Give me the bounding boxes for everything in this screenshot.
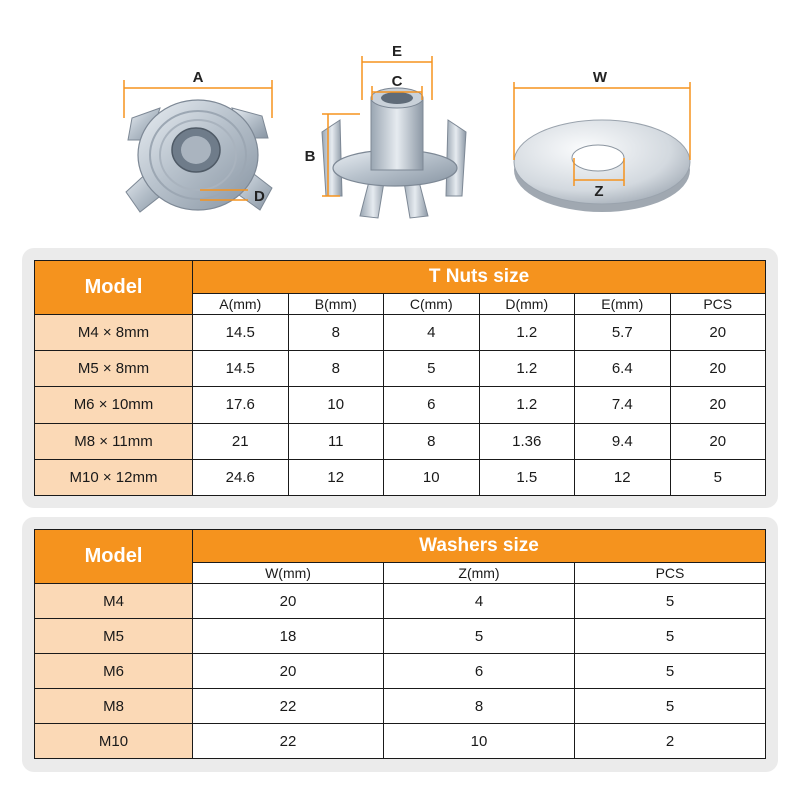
product-figures [0, 0, 800, 250]
tnuts-value-cell: 10 [384, 459, 480, 495]
dimension-d-label: D [254, 188, 265, 205]
tnuts-value-cell: 6 [384, 387, 480, 423]
washers-value-cell: 20 [193, 584, 384, 619]
tnuts-value-cell: 24.6 [193, 459, 289, 495]
washers-col-header: PCS [575, 563, 766, 584]
washers-value-cell: 22 [193, 724, 384, 759]
washer-hole [572, 145, 624, 171]
tnuts-model-cell: M8 × 11mm [35, 423, 193, 459]
washers-value-cell: 5 [575, 619, 766, 654]
tnuts-col-header: PCS [670, 294, 766, 315]
washers-value-cell: 6 [384, 654, 575, 689]
washers-value-cell: 5 [575, 654, 766, 689]
washers-panel [22, 517, 778, 772]
tnuts-col-header: C(mm) [384, 294, 480, 315]
tnuts-value-cell: 1.5 [479, 459, 575, 495]
tnuts-value-cell: 5.7 [575, 315, 671, 351]
washers-value-cell: 5 [575, 584, 766, 619]
tnuts-value-cell: 17.6 [193, 387, 289, 423]
tnuts-col-header: D(mm) [479, 294, 575, 315]
table-row [35, 387, 766, 423]
washers-value-cell: 8 [384, 689, 575, 724]
tnuts-value-cell: 8 [288, 315, 384, 351]
tnuts-value-cell: 10 [288, 387, 384, 423]
washers-size-header: Washers size [193, 530, 766, 563]
tnut-side-barrel [371, 98, 423, 170]
tnut-side-prong [322, 120, 342, 196]
table-row [35, 619, 766, 654]
tnuts-model-header: Model [35, 261, 193, 315]
tnuts-value-cell: 1.2 [479, 315, 575, 351]
tnuts-value-cell: 5 [670, 459, 766, 495]
table-row [35, 654, 766, 689]
tnuts-value-cell: 20 [670, 387, 766, 423]
tnuts-model-cell: M4 × 8mm [35, 315, 193, 351]
table-row [35, 689, 766, 724]
tnuts-value-cell: 20 [670, 351, 766, 387]
tnuts-value-cell: 4 [384, 315, 480, 351]
tnuts-value-cell: 12 [288, 459, 384, 495]
tnuts-col-header: B(mm) [288, 294, 384, 315]
tnuts-model-cell: M6 × 10mm [35, 387, 193, 423]
washer-view [514, 69, 690, 212]
dimension-a-label: A [192, 69, 204, 86]
tnuts-panel [22, 248, 778, 508]
tnuts-value-cell: 5 [384, 351, 480, 387]
dimension-e-label: E [391, 43, 403, 60]
table-row [35, 351, 766, 387]
tnut-top-view [124, 69, 272, 212]
table-row [35, 584, 766, 619]
tnuts-size-table [34, 260, 766, 496]
table-row [35, 459, 766, 495]
washers-value-cell: 5 [384, 619, 575, 654]
washers-model-cell: M8 [35, 689, 193, 724]
washers-value-cell: 5 [575, 689, 766, 724]
table-row [35, 724, 766, 759]
washers-model-cell: M6 [35, 654, 193, 689]
washers-model-cell: M5 [35, 619, 193, 654]
table-row [35, 423, 766, 459]
dimension-z-label: Z [594, 183, 604, 200]
tnuts-value-cell: 20 [670, 315, 766, 351]
tnuts-value-cell: 1.36 [479, 423, 575, 459]
washers-value-cell: 4 [384, 584, 575, 619]
tnut-thread-inner [181, 136, 211, 164]
tnuts-size-header: T Nuts size [193, 261, 766, 294]
washers-col-header: Z(mm) [384, 563, 575, 584]
tnut-side-thread-hole [381, 92, 413, 104]
dimension-c-label: C [391, 73, 403, 90]
tnuts-value-cell: 20 [670, 423, 766, 459]
washers-col-header: W(mm) [193, 563, 384, 584]
washers-value-cell: 18 [193, 619, 384, 654]
washers-value-cell: 10 [384, 724, 575, 759]
washers-size-table [34, 529, 766, 759]
tnuts-model-cell: M10 × 12mm [35, 459, 193, 495]
tnuts-value-cell: 11 [288, 423, 384, 459]
tnuts-value-cell: 12 [575, 459, 671, 495]
tnuts-model-cell: M5 × 8mm [35, 351, 193, 387]
washers-value-cell: 20 [193, 654, 384, 689]
tnuts-value-cell: 9.4 [575, 423, 671, 459]
dimension-b-label: B [304, 148, 316, 165]
tnuts-value-cell: 14.5 [193, 315, 289, 351]
tnuts-value-cell: 14.5 [193, 351, 289, 387]
dimension-w-label: W [592, 69, 608, 86]
washers-model-cell: M10 [35, 724, 193, 759]
tnuts-value-cell: 8 [384, 423, 480, 459]
tnut-side-view [305, 43, 466, 218]
tnut-side-prong [446, 120, 466, 196]
tnuts-value-cell: 8 [288, 351, 384, 387]
tnuts-value-cell: 6.4 [575, 351, 671, 387]
washers-value-cell: 2 [575, 724, 766, 759]
washers-model-header: Model [35, 530, 193, 584]
tnuts-value-cell: 21 [193, 423, 289, 459]
washers-value-cell: 22 [193, 689, 384, 724]
table-row [35, 315, 766, 351]
tnuts-col-header: E(mm) [575, 294, 671, 315]
tnuts-value-cell: 7.4 [575, 387, 671, 423]
tnuts-value-cell: 1.2 [479, 387, 575, 423]
tnuts-col-header: A(mm) [193, 294, 289, 315]
tnuts-value-cell: 1.2 [479, 351, 575, 387]
washers-model-cell: M4 [35, 584, 193, 619]
